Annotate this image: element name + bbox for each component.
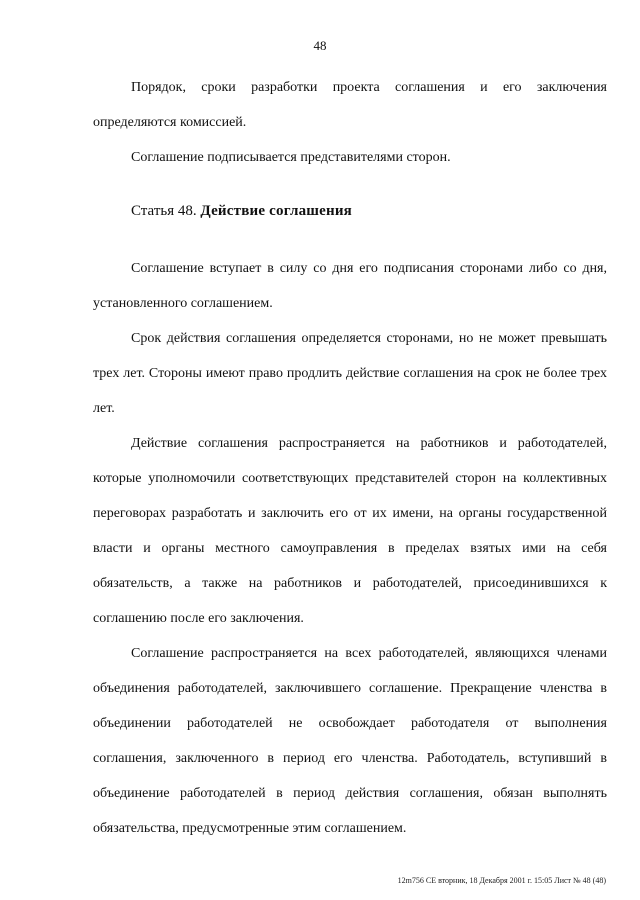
page-number: 48 (313, 38, 327, 53)
paragraph: Соглашение вступает в силу со дня его подписания сторонами либо со дня, установленного соглашением. (93, 261, 607, 311)
document-body (93, 70, 607, 846)
article-heading (93, 175, 607, 251)
paragraph: Соглашение подписывается представителями сторон. (131, 150, 451, 165)
paragraph: Действие соглашения распространяется на работников и работодателей, которые уполномочили соответствующих представителей сторон на коллективных переговорах разработать и заключить его от их имени, на органы государственной власти и органы местного самоуправления в пределах взятых ими на себя обязательств, а также на работников и работодателей, присоединившихся к соглашению после его заключения. (93, 436, 607, 626)
paragraph: Срок действия соглашения определяется сторонами, но не может превышать трех лет. Стороны имеют право продлить действие соглашения на срок не более трех лет. (93, 331, 607, 416)
paragraph: Порядок, сроки разработки проекта соглашения и его заключения определяются комиссией. (93, 80, 607, 130)
article-title: Действие соглашения (200, 203, 352, 219)
page-footer: 12m756 CE вторник, 18 Декабря 2001 г. 15:05 Лист № 48 (48) (397, 876, 606, 885)
paragraph: Соглашение распространяется на всех работодателей, являющихся членами объединения работодателей, заключившего соглашение. Прекращение членства в объединении работодателей не освобождает работодателя от выполнения соглашения, заключенного в период его членства. Работодатель, вступивший в объединение работодателей в период действия соглашения, обязан выполнять обязательства, предусмотренные этим соглашением. (93, 646, 607, 836)
article-number: Статья 48. (131, 203, 197, 219)
